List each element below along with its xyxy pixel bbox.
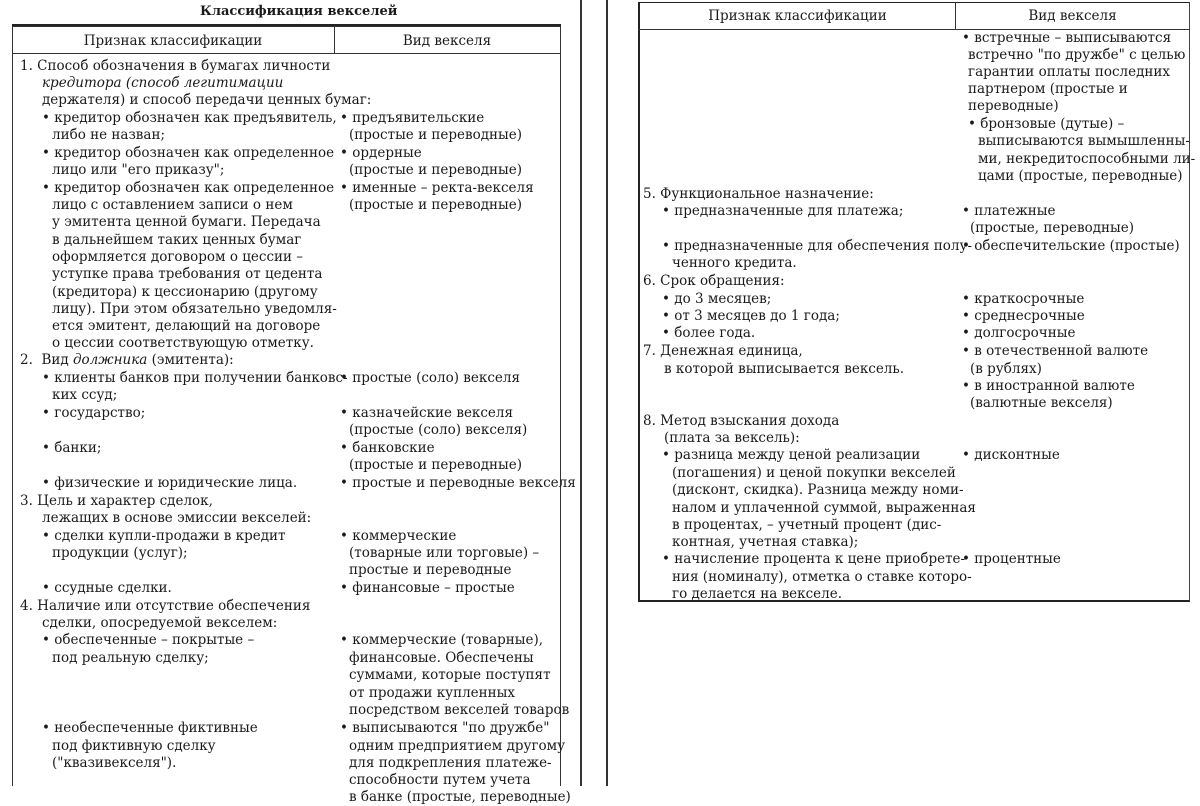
left-criterion-line: • кредитор обозначен как определенное <box>42 145 335 161</box>
left-type-line: (простые и переводные) <box>349 197 523 213</box>
right-criterion-line: в которой выписывается вексель. <box>664 361 905 377</box>
left-type-line: финансовые. Обеспечены <box>349 650 534 666</box>
right-criterion-line: • до 3 месяцев; <box>662 291 772 307</box>
right-type-line: цами (простые, переводные) <box>978 168 1183 184</box>
left-criterion-line: (кредитора) к цессионарию (другому <box>52 284 318 300</box>
right-type-line: переводные) <box>968 98 1059 114</box>
right-type-line: • встречные – выписываются <box>962 30 1172 46</box>
left-criterion-line: 2. Вид должника (эмитента): <box>20 352 234 368</box>
right-type-line: (в рублях) <box>970 361 1042 377</box>
right-header-criterion: Признак классификации <box>708 8 887 24</box>
left-criterion-line: • сделки купли-продажи в кредит <box>42 528 286 544</box>
right-type-line: • дисконтные <box>962 447 1060 463</box>
left-criterion-line: сделки, опосредуемой векселем: <box>42 615 278 631</box>
left-criterion-line: лицо или "его приказу"; <box>52 162 225 178</box>
left-criterion-line: ется эмитент, делающий на договоре <box>52 318 321 334</box>
left-type-line: (товарные или торговые) – <box>349 545 540 561</box>
right-criterion-line: • более года. <box>662 325 756 341</box>
right-criterion-line: в процентах, – учетный процент (дис- <box>672 517 942 533</box>
right-type-line: • среднесрочные <box>962 308 1085 324</box>
right-criterion-line: 6. Срок обращения: <box>643 273 785 289</box>
left-type-line: в банке (простые, переводные) <box>349 789 571 805</box>
right-type-line: встречно "по дружбе" с целью <box>968 47 1186 63</box>
right-type-line: • платежные <box>962 203 1056 219</box>
left-table-left-border <box>12 26 13 786</box>
left-criterion-line: продукции (услуг); <box>52 545 188 561</box>
left-type-line: • простые (соло) векселя <box>340 370 520 386</box>
right-criterion-line: • начисление процента к цене приобрете- <box>662 551 966 567</box>
left-table-header-rule <box>12 53 561 54</box>
left-criterion-line: • обеспеченные – покрытые – <box>42 632 255 648</box>
right-criterion-line: го делается на векселе. <box>672 586 843 602</box>
page-gutter-right-edge <box>606 0 608 786</box>
left-criterion-line: • банки; <box>42 440 102 456</box>
left-type-line: • ордерные <box>340 145 422 161</box>
right-criterion-line: (дисконт, скидка). Разница между номи- <box>672 482 964 498</box>
left-type-line: способности путем учета <box>349 772 531 788</box>
left-type-line: простые и переводные <box>349 562 512 578</box>
left-criterion-line: • государство; <box>42 405 146 421</box>
right-type-line: гарантии оплаты последних <box>968 64 1170 80</box>
left-table-right-border <box>560 26 561 786</box>
left-type-line: • коммерческие <box>340 528 457 544</box>
page-gutter-left-edge <box>580 0 582 786</box>
right-type-line: ми, некредитоспособными ли- <box>978 151 1196 167</box>
page-title: Классификация векселей <box>200 4 398 19</box>
left-type-line: • предъявительские <box>340 110 485 126</box>
left-criterion-line: ких ссуд; <box>52 387 118 403</box>
right-type-line: (валютные векселя) <box>970 395 1113 411</box>
left-criterion-line: либо не назван; <box>52 127 166 143</box>
right-criterion-line: • разница между ценой реализации <box>662 447 921 463</box>
right-type-line: • в иностранной валюте <box>962 378 1135 394</box>
left-criterion-line: в дальнейшем таких ценных бумаг <box>52 232 302 248</box>
right-criterion-line: (погашения) и ценой покупки векселей <box>672 465 956 481</box>
right-criterion-line: 5. Функциональное назначение: <box>643 186 874 202</box>
left-type-line: для подкрепления платеже- <box>349 755 552 771</box>
left-criterion-line: у эмитента ценной бумаги. Передача <box>52 214 321 230</box>
left-criterion-line: под реальную сделку; <box>52 650 209 666</box>
left-type-line: • простые и переводные векселя <box>340 475 576 491</box>
left-criterion-line: • физические и юридические лица. <box>42 475 298 491</box>
left-criterion-line: • клиенты банков при получении банковс- <box>42 370 348 386</box>
left-criterion-line: кредитора (способ легитимации <box>42 75 284 91</box>
right-type-line: партнером (простые и <box>968 81 1128 97</box>
left-type-line: • коммерческие (товарные), <box>340 632 544 648</box>
left-type-line: (простые (соло) векселя) <box>349 422 528 438</box>
right-header-type: Вид векселя <box>1028 8 1117 24</box>
left-criterion-line: 1. Способ обозначения в бумагах личности <box>20 58 331 74</box>
left-type-line: (простые и переводные) <box>349 162 523 178</box>
right-criterion-line: контная, учетная ставка); <box>672 534 859 550</box>
right-type-line: • процентные <box>962 551 1061 567</box>
left-criterion-line: под фиктивную сделку <box>52 738 216 754</box>
right-type-line: (простые, переводные) <box>970 220 1135 236</box>
left-type-line: • финансовые – простые <box>340 580 515 596</box>
left-criterion-line: уступке права требования от цедента <box>52 266 323 282</box>
right-criterion-line: • от 3 месяцев до 1 года; <box>662 308 840 324</box>
right-criterion-line: 7. Денежная единица, <box>643 343 803 359</box>
left-table-top-border <box>12 26 561 27</box>
left-type-line: посредством векселей товаров <box>349 702 570 718</box>
left-type-line: • именные – ректа-векселя <box>340 180 534 196</box>
right-criterion-line: ния (номиналу), отметка о ставке которо- <box>672 569 972 585</box>
right-type-line: • бронзовые (дутые) – <box>968 116 1125 132</box>
left-criterion-line: • ссудные сделки. <box>42 580 172 596</box>
left-type-line: • казначейские векселя <box>340 405 514 421</box>
right-criterion-line: налом и уплаченной суммой, выраженная <box>672 500 976 516</box>
left-criterion-line: лицо с оставлением записи о нем <box>52 197 293 213</box>
right-criterion-line: ченного кредита. <box>672 255 797 271</box>
left-type-line: • выписываются "по дружбе" <box>340 720 550 736</box>
left-type-line: одним предприятием другому <box>349 738 566 754</box>
right-type-line: • в отечественной валюте <box>962 343 1149 359</box>
left-criterion-line: 4. Наличие или отсутствие обеспечения <box>20 598 311 614</box>
right-type-line: • краткосрочные <box>962 291 1085 307</box>
right-type-line: выписываются вымышленны- <box>978 133 1190 149</box>
left-type-line: (простые и переводные) <box>349 457 523 473</box>
left-criterion-line: • необеспеченные фиктивные <box>42 720 258 736</box>
left-criterion-line: оформляется договором о цессии – <box>52 249 304 265</box>
left-type-line: суммами, которые поступят <box>349 667 551 683</box>
left-type-line: • банковские <box>340 440 435 456</box>
left-type-line: (простые и переводные) <box>349 127 523 143</box>
left-criterion-line: • кредитор обозначен как предъявитель, <box>42 110 337 126</box>
left-header-criterion: Признак классификации <box>83 33 263 49</box>
right-type-line: • долгосрочные <box>962 325 1076 341</box>
right-criterion-line: • предназначенные для обеспечения полу- <box>662 238 972 254</box>
left-criterion-line: 3. Цель и характер сделок, <box>20 493 213 509</box>
left-header-type: Вид векселя <box>402 33 492 49</box>
left-type-line: от продажи купленных <box>349 685 516 701</box>
right-criterion-line: • предназначенные для платежа; <box>662 203 904 219</box>
left-criterion-line: • кредитор обозначен как определенное <box>42 180 335 196</box>
right-type-line: • обеспечительские (простые) <box>962 238 1180 254</box>
left-criterion-line: о цессии соответствующую отметку. <box>52 335 314 351</box>
left-criterion-line: лицу). При этом обязательно уведомля- <box>52 301 337 317</box>
left-criterion-line: держателя) и способ передачи ценных бумаг: <box>42 92 372 108</box>
right-criterion-line: (плата за вексель): <box>664 430 800 446</box>
left-criterion-line: лежащих в основе эмиссии векселей: <box>42 510 312 526</box>
left-criterion-line: ("квазивекселя"). <box>52 755 177 771</box>
right-criterion-line: 8. Метод взыскания дохода <box>643 413 840 429</box>
